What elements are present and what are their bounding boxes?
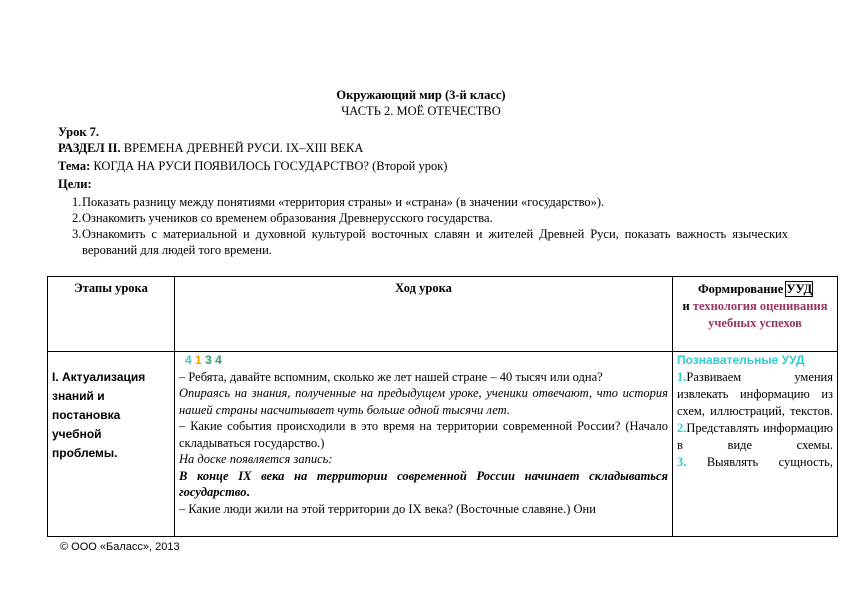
board-note-text: В конце IX века на территории современной России начинает складываться государство	[179, 468, 668, 499]
goal-text: Ознакомить с материальной и духовной культурой восточных славян и жителей Древней Руси, показать важность языческих верований для людей того времени.	[82, 227, 788, 257]
topic-text: КОГДА НА РУСИ ПОЯВИЛОСЬ ГОСУДАРСТВО? (Второй урок)	[90, 159, 448, 173]
uud-number: 3.	[677, 455, 687, 469]
lesson-section	[58, 140, 363, 156]
uud-item	[677, 420, 833, 454]
goal-number: 2.	[72, 211, 82, 225]
course-paragraph: – Ребята, давайте вспомним, сколько же лет нашей стране – 40 тысяч или одна?	[179, 369, 603, 384]
header-course: Ход урока	[175, 277, 673, 352]
stage-cell: I. Актуализация знаний и постановка учебной проблемы.	[48, 352, 175, 537]
topic-label: Тема:	[58, 159, 91, 173]
section-label: РАЗДЕЛ II.	[58, 141, 121, 155]
board-note	[179, 468, 668, 501]
part-title: ЧАСТЬ 2. МОЁ ОТЕЧЕСТВО	[341, 104, 501, 118]
course-paragraph: – Какие люди жили на этой территории до IX века? (Восточные славяне.) Они	[179, 501, 596, 516]
lesson-number	[58, 124, 99, 140]
goal-item	[58, 226, 788, 258]
goal-item	[58, 210, 788, 226]
goals-label: Цели:	[58, 177, 92, 191]
lesson-table	[47, 276, 838, 537]
goal-item	[58, 194, 788, 210]
goal-text: Показать разницу между понятиями «территория страны» и «страна» (в значении «государство»).	[82, 195, 605, 209]
section-text: ВРЕМЕНА ДРЕВНЕЙ РУСИ. IX–XIII ВЕКА	[120, 141, 364, 155]
header-uud	[673, 277, 838, 352]
board-note-end: .	[246, 485, 250, 499]
uud-cell	[673, 352, 838, 537]
uud-title: Познавательные УУД	[677, 353, 805, 367]
uud-item	[677, 369, 833, 420]
uud-text: Представлять информацию в виде схемы.	[677, 421, 833, 452]
header-uud-and: и	[682, 299, 693, 313]
course-paragraph: На доске появляется запись:	[179, 452, 333, 466]
uud-number: 2.	[677, 421, 687, 435]
subject-title: Окружающий мир (3-й класс)	[336, 88, 506, 102]
task-number: 4	[185, 353, 192, 367]
table-row	[48, 352, 838, 537]
header-uud-word: УУД	[786, 282, 813, 296]
goals-list	[58, 194, 788, 258]
goal-text: Ознакомить учеников со временем образования Древнерусского государства.	[82, 211, 493, 225]
copyright-footer: © ООО «Баласс», 2013	[60, 541, 180, 553]
goals-heading	[58, 176, 92, 192]
uud-text: Развиваем умения извлекать информацию из схем, иллюстраций, текстов.	[677, 370, 833, 418]
task-number: 1	[195, 353, 202, 367]
task-number: 4	[215, 353, 222, 367]
course-paragraph: – Какие события происходили в это время на территории современной России? (Начало складываться государство.)	[179, 419, 668, 450]
header-uud-tech: технология оценивания учебных успехов	[692, 299, 828, 330]
uud-text: Выявлять сущность,	[686, 455, 833, 469]
lesson-topic	[58, 158, 447, 174]
uud-number: 1.	[677, 370, 687, 384]
uud-item	[677, 454, 833, 471]
header-stages: Этапы урока	[48, 277, 175, 352]
table-header-row	[48, 277, 838, 352]
course-paragraph: Опираясь на знания, полученные на предыдущем уроке, ученики отвечают, что история нашей страны насчитывает чуть больше одной тысячи лет.	[179, 386, 668, 417]
lesson-number-text: Урок 7.	[58, 125, 100, 139]
course-cell	[175, 352, 673, 537]
task-number: 3	[205, 353, 212, 367]
goal-number: 1.	[72, 195, 82, 209]
header-uud-prefix: Формирование	[697, 282, 787, 296]
task-numbers	[179, 352, 668, 369]
goal-number: 3.	[72, 227, 82, 241]
